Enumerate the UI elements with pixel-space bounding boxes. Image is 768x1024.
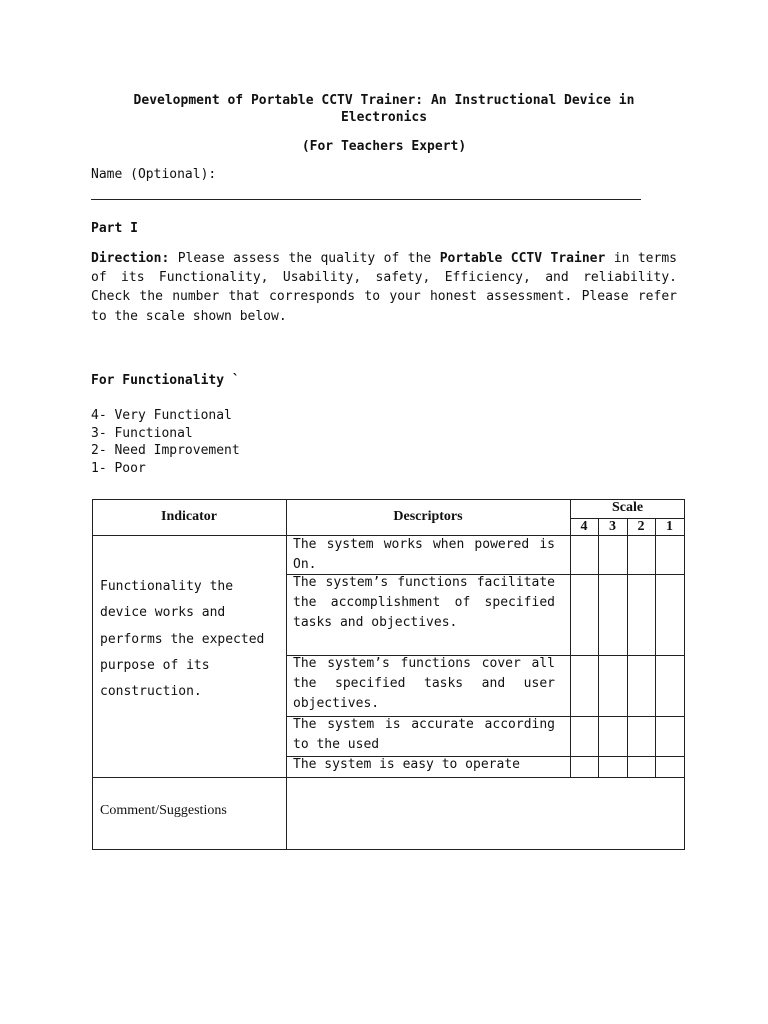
- header-scale-3: 3: [609, 519, 616, 534]
- descriptor-text: The system is easy to operate: [293, 757, 520, 772]
- descriptor-text: The system’s functions facilitate the accomplishment of specified tasks and objectives.: [293, 575, 555, 630]
- functionality-heading-tick: `: [231, 373, 240, 388]
- document-title: [88, 92, 680, 126]
- descriptor-text: The system is accurate according to the used: [293, 717, 555, 752]
- header-descriptors: Descriptors: [393, 509, 463, 524]
- title-line-1: Development of Portable CCTV Trainer: An Instructional Device in: [133, 93, 635, 108]
- indicator-text: Functionality the device works and performs the expected purpose of its construction.: [100, 579, 265, 700]
- scale-legend-item: 2- Need Improvement: [91, 443, 240, 459]
- table-border-bottom: [92, 849, 685, 850]
- header-scale-2: 2: [637, 519, 645, 534]
- header-scale-1: 1: [666, 519, 673, 534]
- header-scale: Scale: [611, 500, 644, 515]
- rating-cell[interactable]: [571, 536, 598, 574]
- direction-paragraph: [91, 249, 677, 326]
- name-label: Name (Optional):: [91, 167, 217, 182]
- rating-cell[interactable]: [628, 536, 655, 574]
- direction-label: Direction:: [91, 251, 170, 266]
- table-border-right: [684, 499, 685, 850]
- header-scale-4: 4: [580, 519, 588, 534]
- descriptor-text: The system’s functions cover all the specified tasks and user objectives.: [293, 656, 555, 711]
- comment-field[interactable]: [287, 778, 684, 849]
- descriptor-text: The system works when powered is On.: [293, 537, 555, 572]
- functionality-heading-text: For Functionality: [91, 373, 225, 388]
- rating-cell[interactable]: [599, 536, 627, 574]
- comment-label: Comment/Suggestions: [100, 803, 227, 818]
- scale-legend-item: 4- Very Functional: [91, 408, 232, 423]
- part-label: Part I: [91, 221, 138, 236]
- direction-product-name: Portable CCTV Trainer: [439, 251, 606, 266]
- scale-legend: [91, 407, 240, 478]
- scale-legend-item: 3- Functional: [91, 425, 193, 441]
- direction-text-1: Please assess the quality of the: [169, 251, 440, 266]
- name-input-line[interactable]: [91, 199, 641, 200]
- document-subtitle: (For Teachers Expert): [301, 139, 467, 154]
- scale-legend-item: 1- Poor: [91, 461, 146, 477]
- rating-cell[interactable]: [656, 536, 684, 574]
- header-indicator: Indicator: [161, 509, 217, 524]
- direction-text-2: in terms of its Functionality, Usability, safety, Efficiency, and reliability. Check the number that corresponds to your honest assessment. Please refer to the scale shown below.: [91, 251, 677, 324]
- assessment-table: [92, 499, 685, 850]
- title-line-2: Electronics: [340, 110, 428, 125]
- table-border-left: [92, 499, 93, 850]
- functionality-heading: [91, 372, 240, 389]
